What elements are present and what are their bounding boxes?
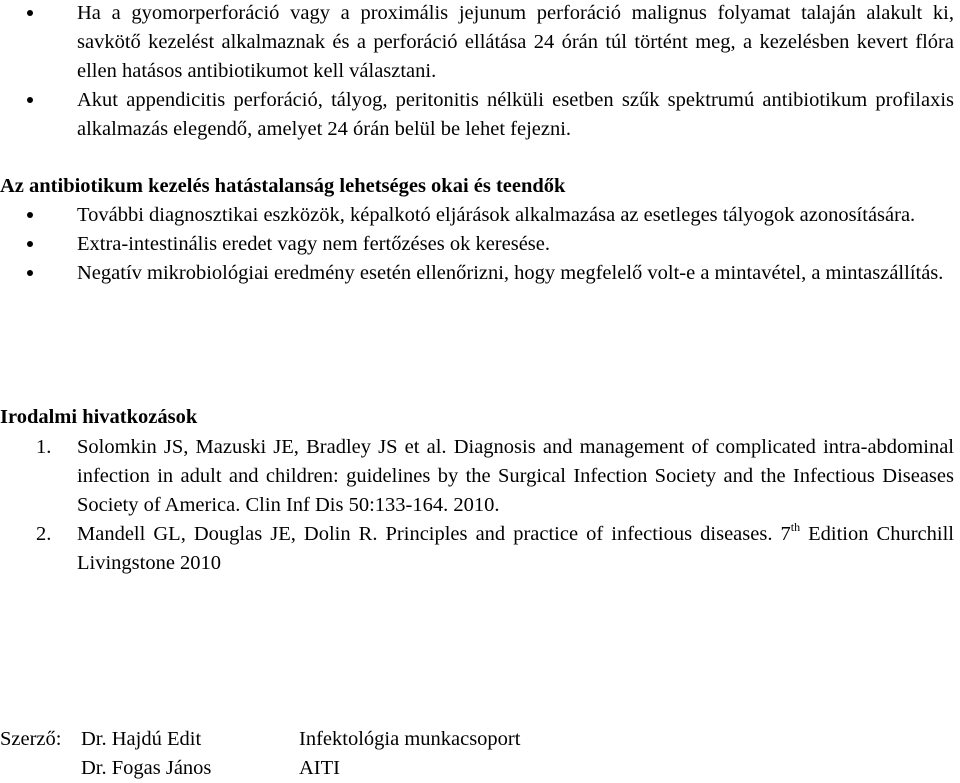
bullet-dot: [27, 241, 33, 247]
list-item: [0, 86, 954, 144]
reference-text-cont: Edition Churchill Livingstone 2010: [77, 523, 954, 574]
bullet-text: Akut appendicitis perforáció, tályog, peritonitis nélküli esetben szűk spektrumú antibiotikum profilaxis alkalmazás elegendő, amelyet 24 órán belül be lehet fejezni.: [77, 89, 954, 140]
bullet-list-1: [0, 0, 954, 144]
author-name: Dr. Fogas János: [81, 757, 212, 779]
reference-list: [0, 433, 954, 578]
author-affiliation: Infektológia munkacsoport: [299, 728, 521, 750]
bullet-text: Ha a gyomorperforáció vagy a proximális jejunum perforáció malignus folyamat talaján alakult ki, savkötő kezelést alkalmaznak és a perforáció ellátása 24 órán túl történt meg, a kezelésben kevert flóra ellen hatásos antibiotikumot kell választani.: [77, 2, 954, 82]
bullet-text: Negatív mikrobiológiai eredmény esetén ellenőrizni, hogy megfelelő volt-e a mintavétel, a mintaszállítás.: [77, 262, 944, 284]
bullet-dot: [27, 97, 33, 103]
section-heading: Az antibiotikum kezelés hatástalanság lehetséges okai és teendők: [0, 175, 566, 197]
list-item: [0, 0, 954, 86]
author-affiliation: AITI: [299, 757, 340, 779]
bullet-dot: [27, 10, 33, 16]
bullet-text: Extra-intestinális eredet vagy nem fertőzéses ok keresése.: [77, 233, 551, 255]
reference-text: Mandell GL, Douglas JE, Dolin R. Principles and practice of infectious diseases. 7: [77, 523, 791, 545]
list-item: [0, 259, 954, 288]
reference-item: [0, 520, 954, 578]
reference-text: Solomkin JS, Mazuski JE, Bradley JS et al. Diagnosis and management of complicated intra-abdominal infection in adult and children: guidelines by the Surgical Infection Society and the Infectious Diseases Society of America. Clin Inf Dis 50:133-164. 2010.: [77, 436, 954, 516]
bullet-text: További diagnosztikai eszközök, képalkotó eljárások alkalmazása az esetleges tályogok azonosítására.: [77, 204, 916, 226]
author-name: Dr. Hajdú Edit: [81, 728, 202, 750]
reference-number: 2.: [36, 523, 52, 545]
references-heading: Irodalmi hivatkozások: [0, 406, 198, 428]
bullet-list-2: [0, 201, 954, 288]
list-item: [0, 201, 954, 230]
bullet-dot: [27, 212, 33, 218]
bullet-dot: [27, 270, 33, 276]
reference-item: [0, 433, 954, 520]
reference-number: 1.: [36, 436, 52, 458]
reference-superscript: th: [790, 520, 801, 534]
author-label: Szerző:: [0, 728, 62, 750]
list-item: [0, 230, 954, 259]
